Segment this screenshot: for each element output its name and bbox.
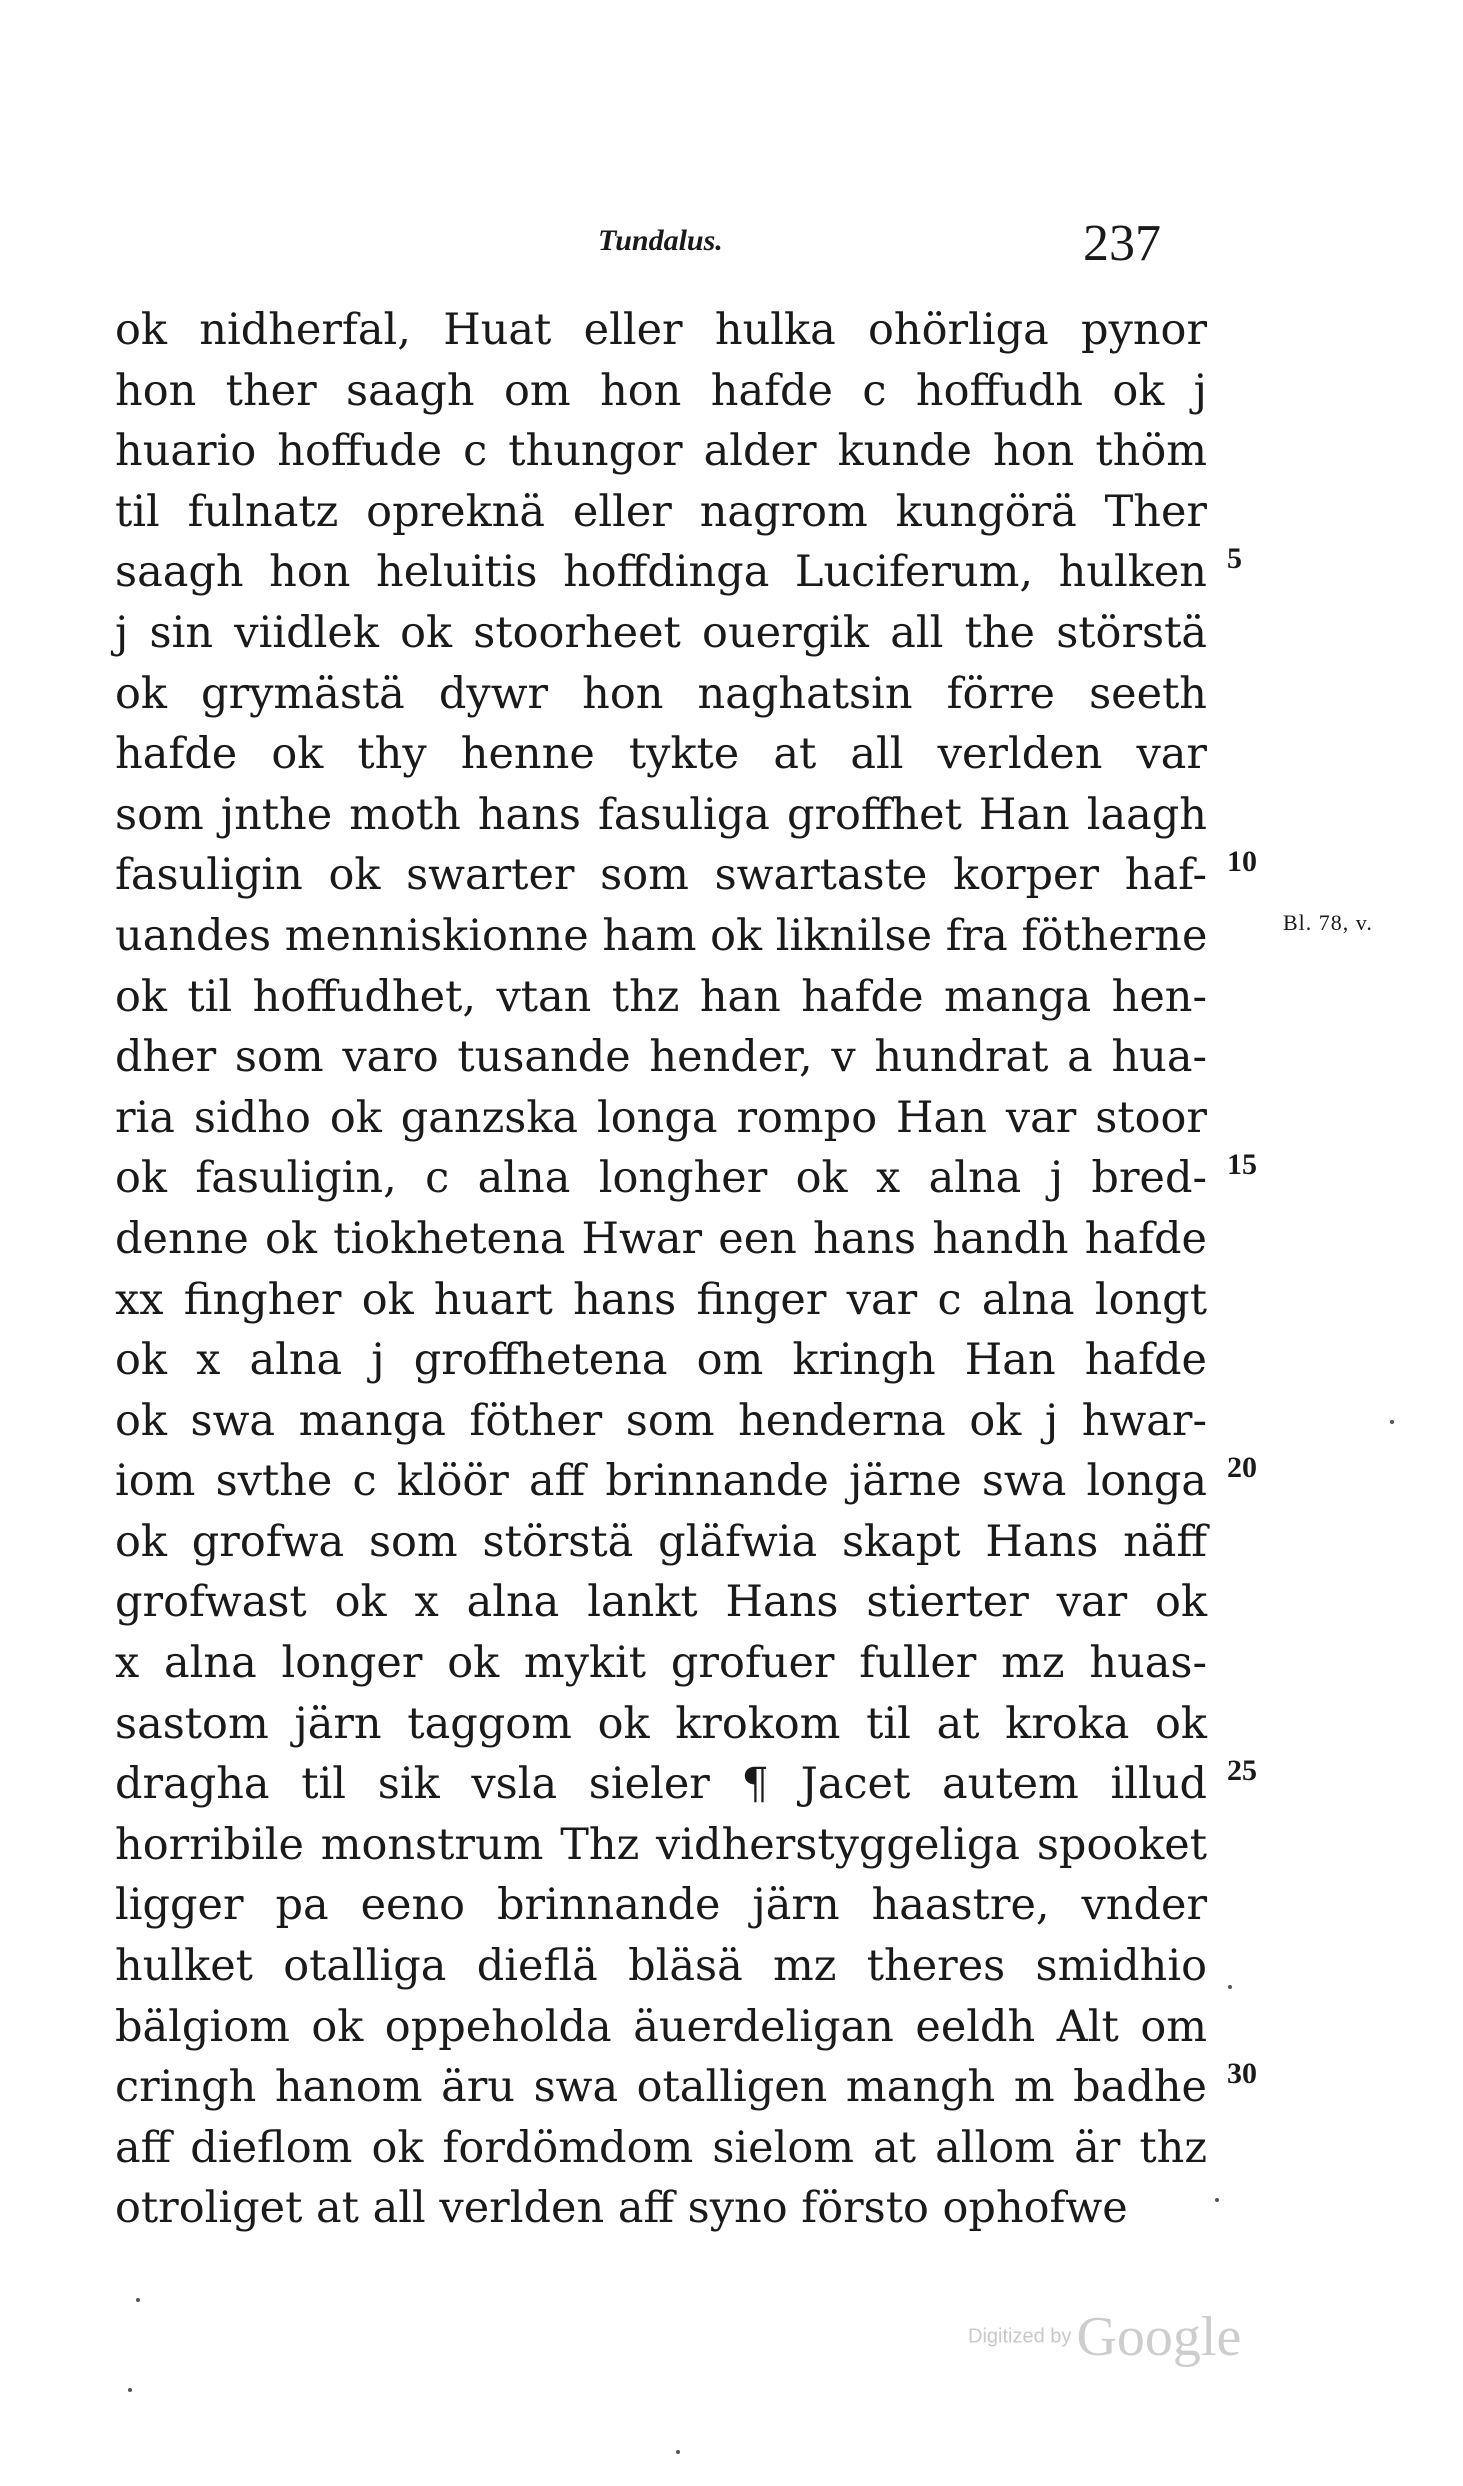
text-line: ok til hoffudhet, vtan thz han hafde manga hen- (115, 971, 1207, 1022)
text-line: bälgiom ok oppeholda äuerdeligan eeldh Alt om (115, 2001, 1207, 2052)
text-line: aff dieflom ok fordömdom sielom at allom är thz (115, 2122, 1207, 2173)
line-number: 5 (1227, 542, 1242, 576)
text-line: denne ok tiokhetena Hwar een hans handh hafde (115, 1213, 1207, 1264)
margin-note: Bl. 78, v. (1283, 910, 1373, 935)
line-number: 20 (1227, 1451, 1257, 1485)
text-line: huario hoffude c thungor alder kunde hon thöm (115, 426, 1207, 477)
text-line: sastom järn taggom ok krokom til at kroka ok (115, 1698, 1207, 1749)
text-line: grofwast ok x alna lankt Hans stierter var ok (115, 1577, 1207, 1628)
text-line: saagh hon heluitis hoffdinga Luciferum, hulken (115, 547, 1207, 598)
line-number: 30 (1227, 2057, 1257, 2091)
speck (128, 2388, 132, 2392)
google-logo: Google (1076, 2306, 1242, 2368)
speck (676, 2450, 680, 2454)
text-line: hulket otalliga dieflä bläsä mz theres smidhio (115, 1941, 1207, 1992)
page-number: 237 (1083, 215, 1161, 272)
line-number: 15 (1227, 1148, 1257, 1182)
text-line: otroliget at all verlden aff syno försto ophofwe (115, 2183, 1128, 2234)
speck (1215, 2198, 1219, 2202)
text-block (115, 300, 1257, 2239)
text-line: iom svthe c klöör aff brinnande järne swa longa (115, 1456, 1207, 1507)
text-line: dragha til sik vsla sieler ¶ Jacet autem illud (115, 1759, 1207, 1810)
line-number: 10 (1227, 845, 1257, 879)
text-line: ok grofwa som störstä gläfwia skapt Hans näff (115, 1516, 1207, 1567)
text-line: cringh hanom äru swa otalligen mangh m badhe (115, 2062, 1207, 2113)
text-line: ligger pa eeno brinnande järn haastre, vnder (115, 1880, 1207, 1931)
text-line: fasuligin ok swarter som swartaste korper haf- (115, 850, 1207, 901)
text-line: ok nidherfal, Huat eller hulka ohörliga pynor (115, 305, 1207, 355)
text-line: ok fasuligin, c alna longher ok x alna j bred- (115, 1153, 1207, 1204)
digitized-watermark (968, 2305, 1241, 2369)
text-line: dher som varo tusande hender, v hundrat a hua- (115, 1032, 1207, 1083)
text-line: ria sidho ok ganzska longa rompo Han var stoor (115, 1092, 1207, 1143)
text-line: til fulnatz opreknä eller nagrom kungörä Ther (115, 486, 1207, 537)
line-number: 25 (1227, 1754, 1257, 1788)
text-line: ok x alna j groffhetena om kringh Han hafde (115, 1335, 1207, 1386)
speck (1390, 1420, 1394, 1424)
speck (136, 2298, 140, 2302)
text-line: hafde ok thy henne tykte at all verlden var (115, 729, 1207, 780)
text-line: ok grymästä dywr hon naghatsin förre seeth (115, 668, 1207, 719)
text-line: som jnthe moth hans fasuliga groffhet Han laagh (115, 789, 1207, 840)
text-line: xx fingher ok huart hans finger var c alna longt (115, 1274, 1207, 1325)
text-line: j sin viidlek ok stoorheet ouergik all the störstä (115, 607, 1207, 658)
text-line: horribile monstrum Thz vidherstyggeliga spooket (115, 1819, 1207, 1870)
speck (1228, 1985, 1232, 1989)
running-head: Tundalus. (598, 224, 723, 257)
text-line: x alna longer ok mykit grofuer fuller mz huas- (115, 1638, 1207, 1689)
text-line: uandes menniskionne ham ok liknilse fra fötherne (115, 910, 1208, 961)
watermark-prefix: Digitized by (968, 2325, 1072, 2348)
text-line: hon ther saagh om hon hafde c hoffudh ok j (115, 365, 1207, 416)
text-line: ok swa manga föther som henderna ok j hwar- (115, 1395, 1207, 1446)
